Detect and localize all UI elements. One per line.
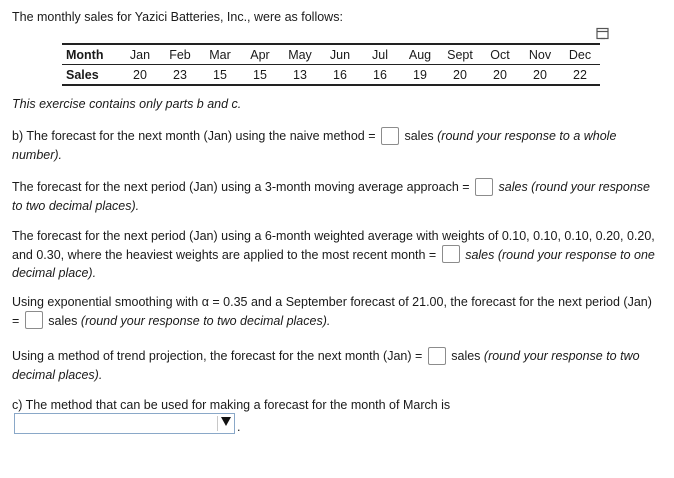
sales-row (62, 65, 600, 86)
question-trend-projection (12, 347, 662, 384)
month-cell: Sept (440, 44, 480, 65)
trend-projection-answer-input[interactable] (428, 347, 446, 365)
month-header: Month (62, 44, 120, 65)
moving-average-answer-input[interactable] (475, 178, 493, 196)
month-cell: Jan (120, 44, 160, 65)
copy-table-icon[interactable] (596, 27, 610, 40)
month-row (62, 44, 600, 65)
sales-cell: 16 (360, 65, 400, 86)
question-exponential-smoothing (12, 293, 662, 330)
sales-cell: 19 (400, 65, 440, 86)
question-moving-average (12, 178, 662, 215)
sales-cell: 20 (120, 65, 160, 86)
sales-cell: 16 (320, 65, 360, 86)
question-weighted-average (12, 227, 662, 283)
rounding-hint: (round your response to two decimal places). (12, 349, 640, 382)
sales-cell: 13 (280, 65, 320, 86)
sales-cell: 20 (520, 65, 560, 86)
method-select-dropdown[interactable] (14, 413, 235, 434)
sales-table (62, 43, 600, 86)
rounding-hint: sales (round your response to two decimal places). (12, 180, 650, 213)
sentence-period: . (237, 420, 241, 434)
month-cell: Feb (160, 44, 200, 65)
question-text: The forecast for the next period (Jan) using a 6-month weighted average with weights of 0.10, 0.10, 0.10, 0.20, 0.20, and 0.30, where the heaviest weights are applied to the most recent month = (12, 229, 655, 262)
parts-note: This exercise contains only parts b and c. (12, 97, 242, 111)
unit-text: sales (447, 349, 484, 363)
question-text: The forecast for the next period (Jan) using a 3-month moving average approach = (12, 180, 474, 194)
intro-text: The monthly sales for Yazici Batteries, Inc., were as follows: (12, 10, 343, 24)
sales-cell: 15 (240, 65, 280, 86)
question-naive (12, 127, 662, 164)
sales-cell: 15 (200, 65, 240, 86)
dropdown-divider (217, 416, 218, 431)
weighted-average-answer-input[interactable] (442, 245, 460, 263)
month-cell: Dec (560, 44, 600, 65)
sales-cell: 22 (560, 65, 600, 86)
question-text: Using exponential smoothing with α = 0.35 and a September forecast of 21.00, the forecast for the next period (Jan) = (12, 295, 652, 328)
naive-answer-input[interactable] (381, 127, 399, 145)
question-text: Using a method of trend projection, the forecast for the next month (Jan) = (12, 349, 426, 363)
caret-down-icon[interactable] (221, 417, 231, 426)
sales-header: Sales (62, 65, 120, 86)
sales-cell: 23 (160, 65, 200, 86)
question-method-march: c) The method that can be used for making a forecast for the month of March is (12, 398, 451, 412)
rounding-hint: (round your response to a whole number). (12, 129, 617, 162)
month-cell: Aug (400, 44, 440, 65)
month-cell: Nov (520, 44, 560, 65)
sales-cell: 20 (480, 65, 520, 86)
exponential-smoothing-answer-input[interactable] (25, 311, 43, 329)
rounding-hint: sales (round your response to one decimal place). (12, 247, 655, 281)
month-cell: Mar (200, 44, 240, 65)
unit-text: sales (401, 129, 438, 143)
month-cell: May (280, 44, 320, 65)
month-cell: Jun (320, 44, 360, 65)
sales-cell: 20 (440, 65, 480, 86)
month-cell: Oct (480, 44, 520, 65)
rounding-hint: (round your response to two decimal places). (80, 313, 331, 328)
unit-text: sales (44, 313, 81, 328)
month-cell: Apr (240, 44, 280, 65)
question-text: b) The forecast for the next month (Jan) using the naive method = (12, 129, 379, 143)
month-cell: Jul (360, 44, 400, 65)
